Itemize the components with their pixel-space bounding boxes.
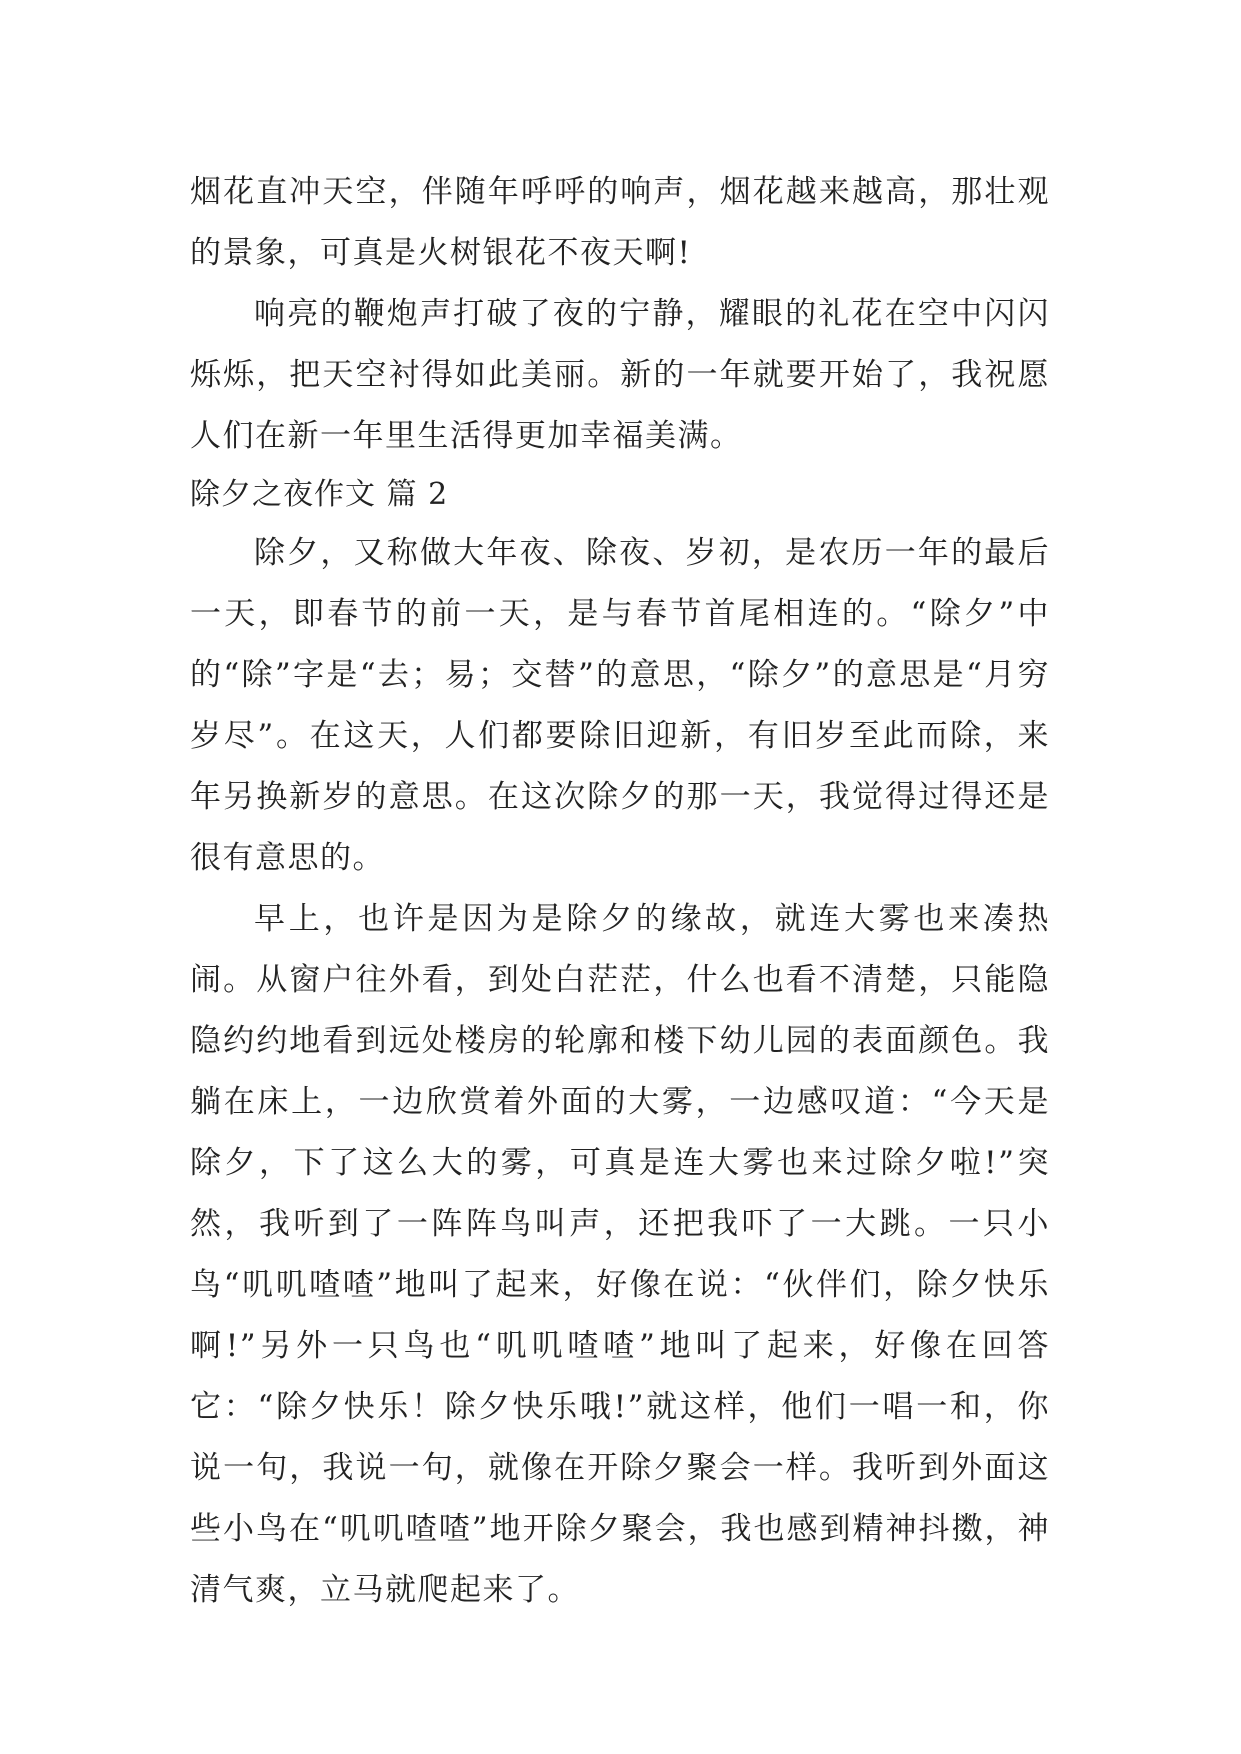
paragraph-fireworks: 烟花直冲天空，伴随年呼呼的响声，烟花越来越高，那壮观的景象，可真是火树银花不夜天啊!	[190, 174, 1050, 271]
section-heading: 除夕之夜作文 篇 2	[190, 477, 449, 512]
paragraph-chuxi-definition: 除夕，又称做大年夜、除夜、岁初，是农历一年的最后一天，即春节的前一天，是与春节首尾相连的。“除夕”中的“除”字是“去；易；交替”的意思，“除夕”的意思是“月穷岁尽”。在这天，人们都要除旧迎新，有旧岁至此而除，来年另换新岁的意思。在这次除夕的那一天，我觉得过得还是很有意思的。	[190, 535, 1050, 876]
document-body	[190, 162, 1050, 1621]
paragraph-firecrackers: 响亮的鞭炮声打破了夜的宁静，耀眼的礼花在空中闪闪烁烁，把天空衬得如此美丽。新的一年就要开始了，我祝愿人们在新一年里生活得更加幸福美满。	[190, 296, 1050, 454]
paragraph-morning-fog: 早上，也许是因为是除夕的缘故，就连大雾也来凑热闹。从窗户往外看，到处白茫茫，什么也看不清楚，只能隐隐约约地看到远处楼房的轮廓和楼下幼儿园的表面颜色。我躺在床上，一边欣赏着外面的大雾，一边感叹道：“今天是除夕，下了这么大的雾，可真是连大雾也来过除夕啦!”突然，我听到了一阵阵鸟叫声，还把我吓了一大跳。一只小鸟“叽叽喳喳”地叫了起来，好像在说：“伙伴们，除夕快乐啊!”另外一只鸟也“叽叽喳喳”地叫了起来，好像在回答它：“除夕快乐！除夕快乐哦!”就这样，他们一唱一和，你说一句，我说一句，就像在开除夕聚会一样。我听到外面这些小鸟在“叽叽喳喳”地开除夕聚会，我也感到精神抖擞，神清气爽，立马就爬起来了。	[190, 901, 1050, 1608]
